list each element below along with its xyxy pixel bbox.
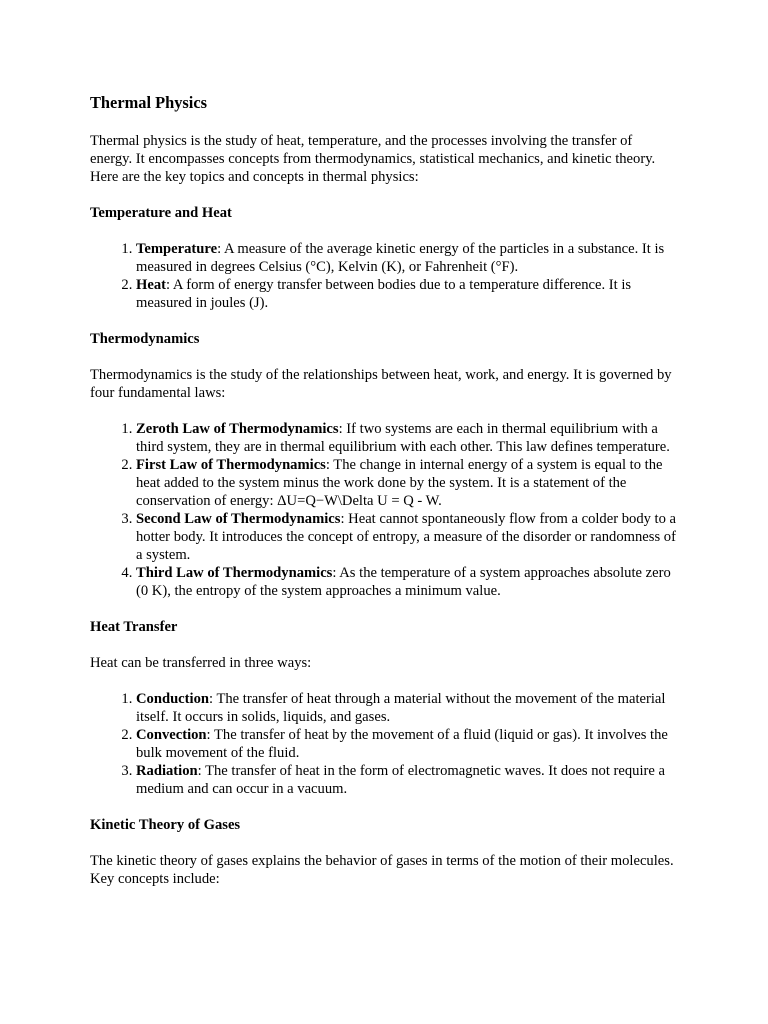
list-item-term: Third Law of Thermodynamics bbox=[136, 565, 333, 581]
list-item-text: : Heat cannot spontaneously flow from a colder body to a hotter body. It introduces the concept of entropy, a measure of the disorder or randomness of a system. bbox=[136, 511, 677, 563]
section-heading-heat-transfer: Heat Transfer bbox=[90, 619, 178, 635]
list-item bbox=[136, 456, 678, 510]
list-item-term: Conduction bbox=[136, 691, 209, 707]
document-title: Thermal Physics bbox=[90, 93, 208, 112]
list-item-text: : If two systems are each in thermal equilibrium with a third system, they are in thermal equilibrium with each other. This law defines temperature. bbox=[136, 421, 670, 455]
list-item bbox=[136, 276, 678, 312]
list-item-text: : As the temperature of a system approaches absolute zero (0 K), the entropy of the system approaches a minimum value. bbox=[136, 565, 671, 599]
intro-paragraph: Thermal physics is the study of heat, temperature, and the processes involving the transfer of energy. It encompasses concepts from thermodynamics, statistical mechanics, and kinetic theory. Here are the key topics and concepts in thermal physics: bbox=[90, 133, 656, 185]
list-item-text: : A form of energy transfer between bodies due to a temperature difference. It is measured in joules (J). bbox=[136, 277, 632, 311]
list-item-text: : The transfer of heat in the form of electromagnetic waves. It does not require a medium and can occur in a vacuum. bbox=[136, 763, 665, 797]
list-item bbox=[136, 420, 678, 456]
list-item-text: : The transfer of heat through a material without the movement of the material itself. It occurs in solids, liquids, and gases. bbox=[136, 691, 666, 725]
list-item bbox=[136, 564, 678, 600]
list-item bbox=[136, 510, 678, 564]
heat-transfer-list bbox=[90, 690, 678, 798]
list-item-term: Zeroth Law of Thermodynamics bbox=[136, 421, 339, 437]
list-item bbox=[136, 240, 678, 276]
list-item-term: Heat bbox=[136, 277, 166, 293]
section-heading-kinetic-theory: Kinetic Theory of Gases bbox=[90, 817, 241, 833]
temperature-heat-list bbox=[90, 240, 678, 312]
list-item bbox=[136, 690, 678, 726]
list-item-term: Convection bbox=[136, 727, 207, 743]
list-item-term: First Law of Thermodynamics bbox=[136, 457, 326, 473]
list-item-text: : The transfer of heat by the movement of a fluid (liquid or gas). It involves the bulk movement of the fluid. bbox=[136, 727, 668, 761]
section-heading-temperature-and-heat: Temperature and Heat bbox=[90, 205, 232, 221]
section-intro-heat-transfer: Heat can be transferred in three ways: bbox=[90, 655, 312, 671]
section-intro-thermodynamics: Thermodynamics is the study of the relationships between heat, work, and energy. It is governed by four fundamental laws: bbox=[90, 367, 672, 401]
list-item bbox=[136, 762, 678, 798]
list-item-text: : A measure of the average kinetic energy of the particles in a substance. It is measured in degrees Celsius (°C), Kelvin (K), or Fahrenheit (°F). bbox=[136, 241, 665, 275]
list-item-term: Radiation bbox=[136, 763, 198, 779]
list-item-term: Second Law of Thermodynamics bbox=[136, 511, 341, 527]
list-item-term: Temperature bbox=[136, 241, 218, 257]
list-item bbox=[136, 726, 678, 762]
section-heading-thermodynamics: Thermodynamics bbox=[90, 331, 200, 347]
thermodynamics-laws-list bbox=[90, 420, 678, 600]
section-intro-kinetic-theory: The kinetic theory of gases explains the behavior of gases in terms of the motion of their molecules. Key concepts include: bbox=[90, 853, 674, 887]
list-item-text: : The change in internal energy of a system is equal to the heat added to the system minus the work done by the system. It is a statement of the conservation of energy: ΔU=Q−W\Delta U = Q - W. bbox=[136, 457, 663, 509]
